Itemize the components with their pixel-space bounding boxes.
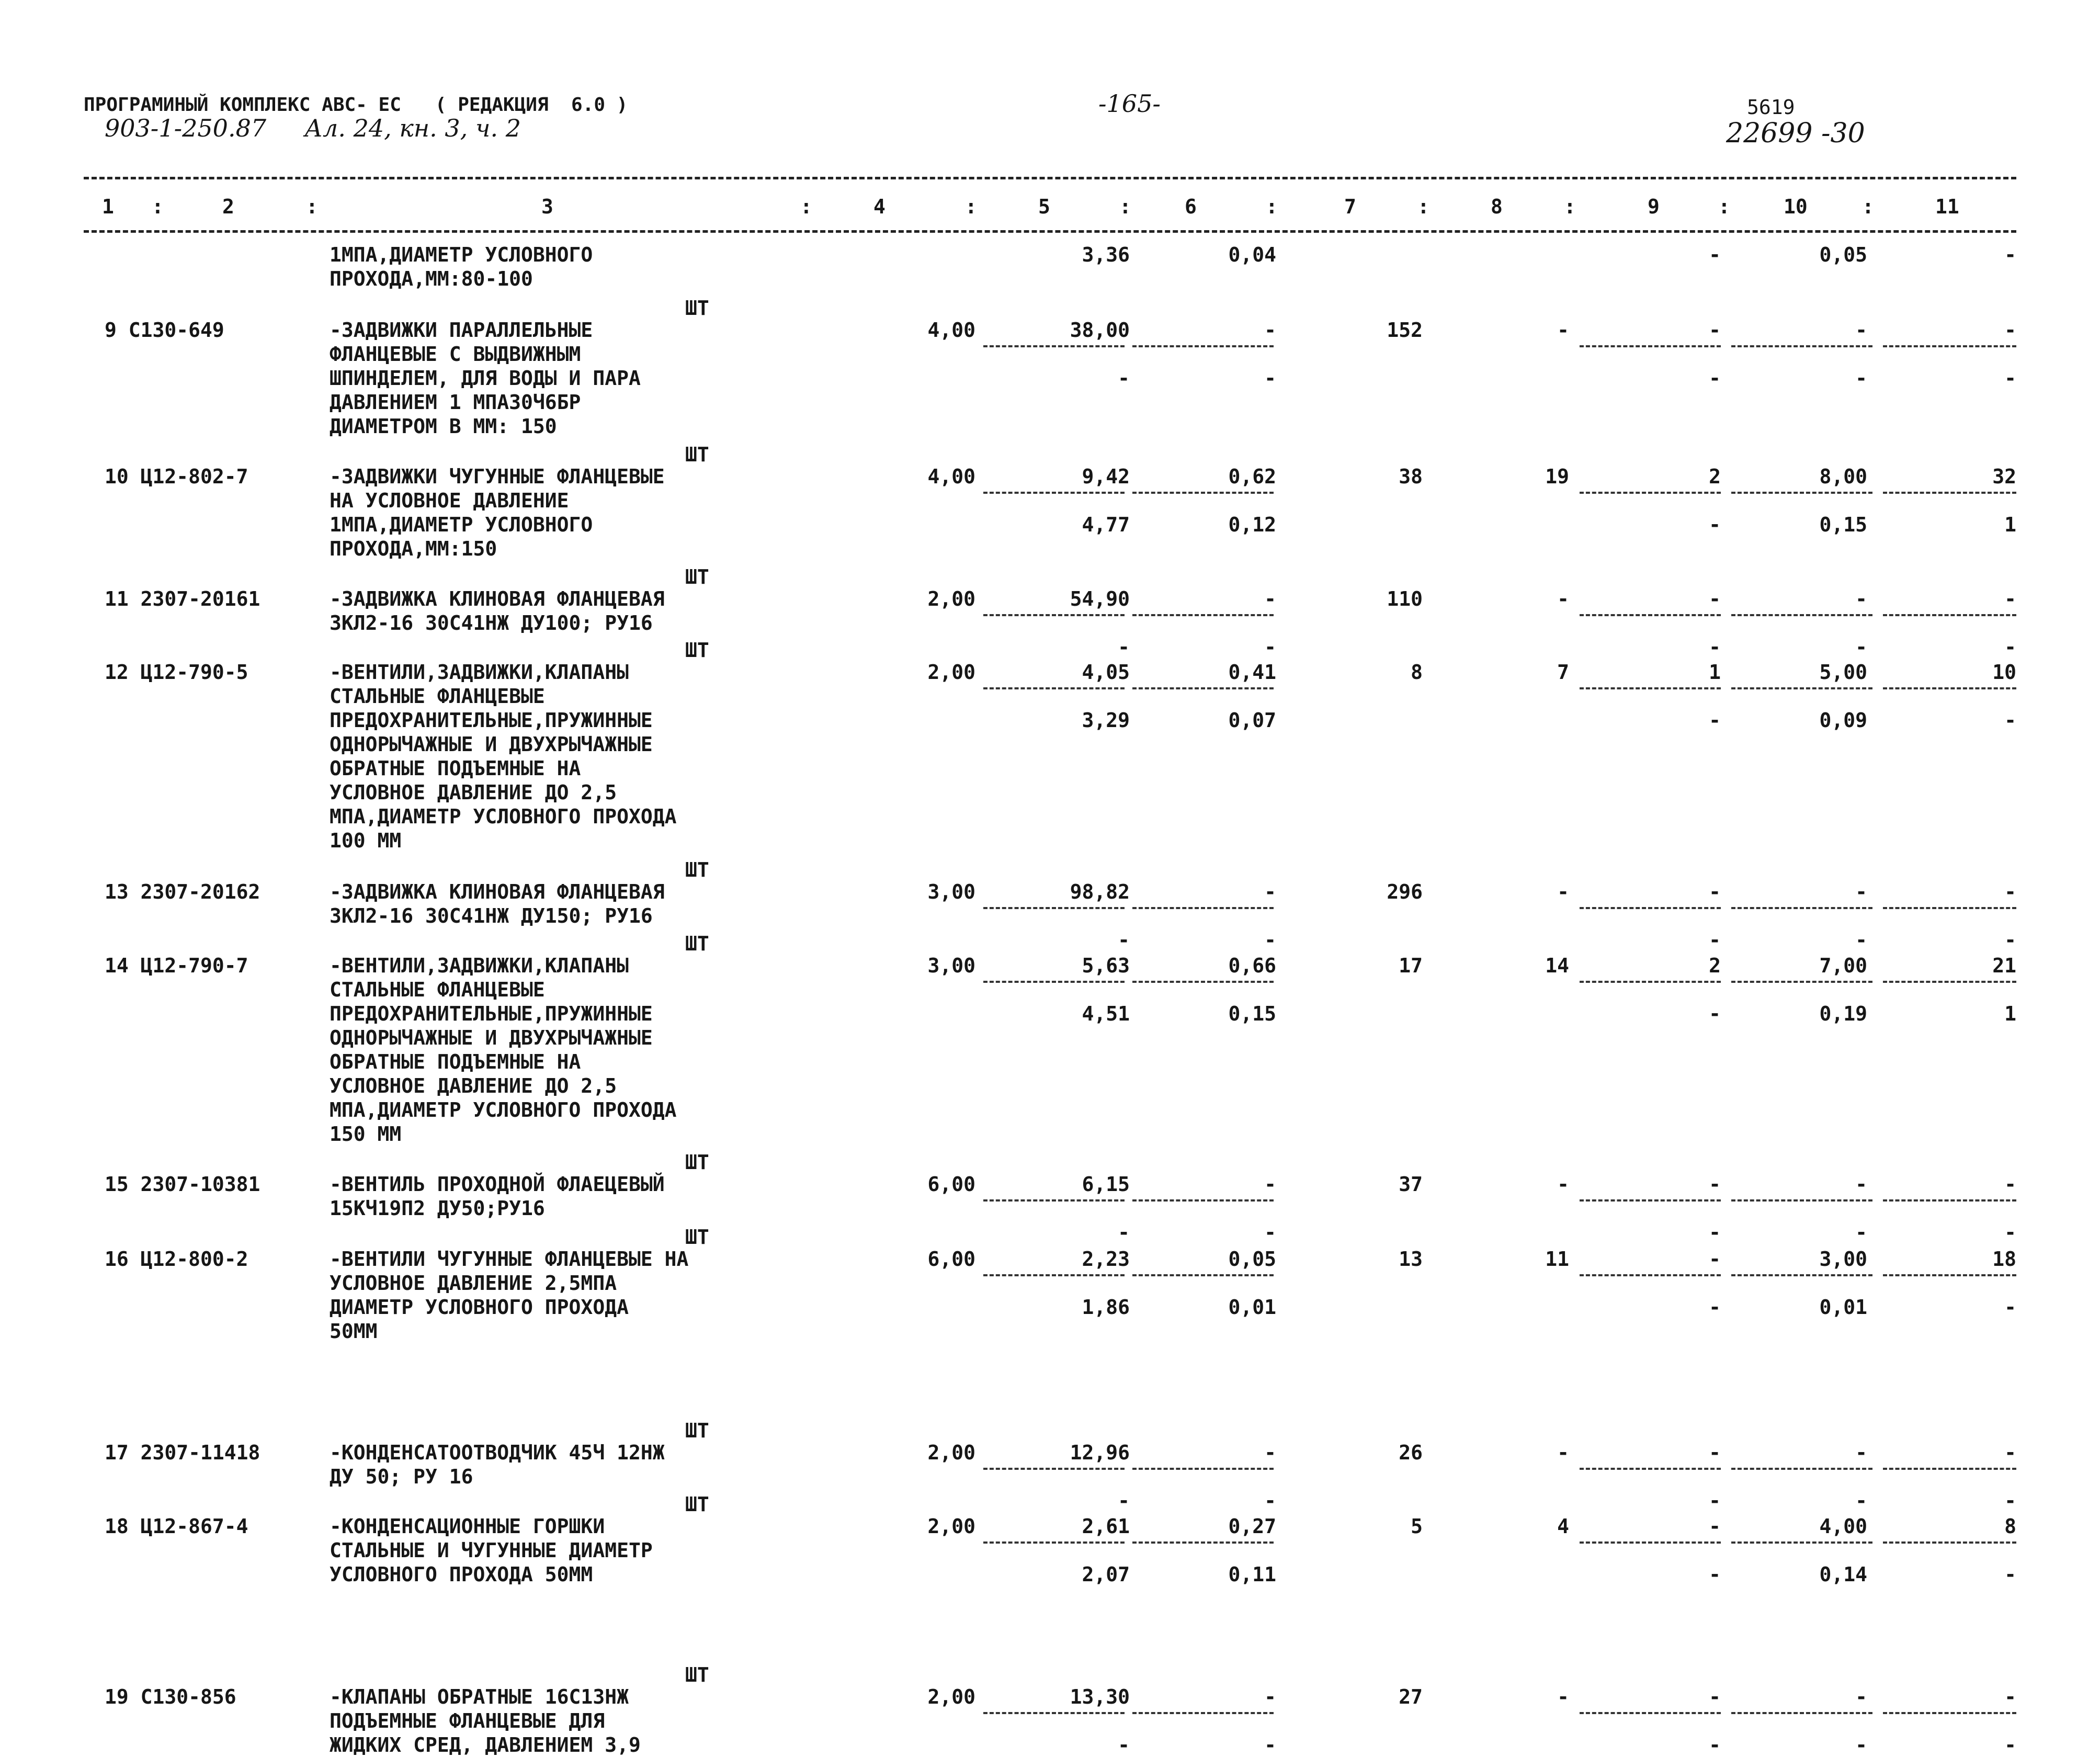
value-separator: [1580, 492, 1721, 494]
col4-quantity: 2,00: [927, 1685, 975, 1708]
col7-value: 38: [1399, 465, 1423, 488]
col4-quantity: 2,00: [927, 1441, 975, 1464]
item-code: 9 С130-649: [105, 319, 224, 342]
col9-value: -: [1709, 1515, 1721, 1538]
value-separator: [1883, 492, 2016, 494]
value-separator: [1731, 687, 1872, 689]
item-description: -КЛАПАНЫ ОБРАТНЫЕ 16С13НЖ ПОДЪЕМНЫЕ ФЛАНЦЕВЫЕ ДЛЯ ЖИДКИХ СРЕД, ДАВЛЕНИЕМ 3,9: [330, 1685, 641, 1756]
column-header: 8: [1491, 195, 1503, 218]
value-separator: [1883, 981, 2016, 983]
item-description: -ЗАДВИЖКИ ПАРАЛЛЕЛЬНЫЕ ФЛАНЦЕВЫЕ С ВЫДВИЖНЫМ ШПИНДЕЛЕМ, ДЛЯ ВОДЫ И ПАРА ДАВЛЕНИЕМ 1 МПА30Ч6БР ДИАМЕТРОМ В ММ: 150: [330, 319, 641, 438]
col6-value: 0,41: [1228, 661, 1276, 684]
col10-value: -: [1855, 636, 1867, 659]
col5-value: -: [1118, 367, 1130, 390]
page-number: -165-: [1098, 89, 1161, 118]
col5-value: 13,30: [1070, 1685, 1130, 1708]
unit-label: ШТ: [685, 297, 709, 320]
value-separator: [1731, 614, 1872, 616]
col9-value: -: [1709, 1248, 1721, 1271]
col7-value: 8: [1411, 661, 1423, 684]
item-description: -ВЕНТИЛИ,ЗАДВИЖКИ,КЛАПАНЫ СТАЛЬНЫЕ ФЛАНЦЕВЫЕ ПРЕДОХРАНИТЕЛЬНЫЕ,ПРУЖИННЫЕ ОДНОРЫЧАЖНЫЕ И ДВУХРЫЧАЖНЫЕ ОБРАТНЫЕ ПОДЪЕМНЫЕ НА УСЛОВНОЕ ДАВЛЕНИЕ ДО 2,5 МПА,ДИАМЕТР УСЛОВНОГО ПРОХОДА 100 ММ: [330, 661, 677, 852]
col9-value: -: [1709, 1221, 1721, 1244]
column-separator: :: [1266, 195, 1278, 218]
col10-value: -: [1855, 587, 1867, 610]
value-separator: [1731, 907, 1872, 909]
column-header: 7: [1344, 195, 1356, 218]
document-reference: 903-1-250.87 Ал. 24, кн. 3, ч. 2: [105, 114, 521, 142]
value-separator: [983, 1541, 1125, 1544]
value-separator: [983, 492, 1125, 494]
col10-value: 0,01: [1819, 1296, 1867, 1319]
col9-value: -: [1709, 1002, 1721, 1025]
header-bottom-rule: [84, 230, 2016, 233]
table-top-rule: [84, 177, 2016, 179]
col10-value: 3,00: [1819, 1248, 1867, 1271]
col5-value: 98,82: [1070, 880, 1130, 903]
item-code: 15 2307-10381: [105, 1173, 260, 1196]
col9-value: -: [1709, 1489, 1721, 1512]
column-separator: :: [1718, 195, 1730, 218]
col8-value: 19: [1545, 465, 1569, 488]
col5-value: -: [1118, 1489, 1130, 1512]
col8-value: -: [1557, 587, 1569, 610]
col11-value: 18: [1992, 1248, 2016, 1271]
value-separator: [1731, 1468, 1872, 1470]
col7-value: 152: [1387, 319, 1423, 342]
col5-value: -: [1118, 1221, 1130, 1244]
item-description: -ВЕНТИЛИ,ЗАДВИЖКИ,КЛАПАНЫ СТАЛЬНЫЕ ФЛАНЦЕВЫЕ ПРЕДОХРАНИТЕЛЬНЫЕ,ПРУЖИННЫЕ ОДНОРЫЧАЖНЫЕ И ДВУХРЫЧАЖНЫЕ ОБРАТНЫЕ ПОДЪЕМНЫЕ НА УСЛОВНОЕ ДАВЛЕНИЕ ДО 2,5 МПА,ДИАМЕТР УСЛОВНОГО ПРОХОДА 150 ММ: [330, 954, 677, 1146]
value-separator: [1580, 1541, 1721, 1544]
col11-value: -: [2004, 1221, 2016, 1244]
sheet-code: 5619: [1747, 96, 1795, 119]
col11-value: -: [2004, 1685, 2016, 1708]
col4-quantity: 3,00: [927, 954, 975, 977]
col7-value: 296: [1387, 880, 1423, 903]
col5-value: 3,36: [1082, 243, 1130, 266]
value-separator: [983, 1468, 1125, 1470]
col9-value: -: [1709, 1563, 1721, 1586]
col9-value: -: [1709, 1441, 1721, 1464]
col7-value: 5: [1411, 1515, 1423, 1538]
col10-value: -: [1855, 1733, 1867, 1756]
value-separator: [1132, 1274, 1274, 1276]
col6-value: 0,07: [1228, 709, 1276, 732]
col9-value: -: [1709, 1733, 1721, 1756]
col9-value: -: [1709, 880, 1721, 903]
col9-value: -: [1709, 513, 1721, 536]
item-description: -КОНДЕНСАЦИОННЫЕ ГОРШКИ СТАЛЬНЫЕ И ЧУГУННЫЕ ДИАМЕТР УСЛОВНОГО ПРОХОДА 50ММ: [330, 1515, 653, 1586]
value-separator: [1883, 1274, 2016, 1276]
value-separator: [1580, 1199, 1721, 1201]
unit-label: ШТ: [685, 1493, 709, 1516]
value-separator: [1580, 687, 1721, 689]
col7-value: 37: [1399, 1173, 1423, 1196]
item-code: 11 2307-20161: [105, 587, 260, 610]
col4-quantity: 2,00: [927, 661, 975, 684]
col10-value: -: [1855, 1685, 1867, 1708]
col10-value: 8,00: [1819, 465, 1867, 488]
col9-value: -: [1709, 928, 1721, 951]
column-header: 11: [1935, 195, 1959, 218]
col9-value: -: [1709, 709, 1721, 732]
col5-value: 2,61: [1082, 1515, 1130, 1538]
unit-label: ШТ: [685, 932, 709, 955]
col5-value: 3,29: [1082, 709, 1130, 732]
col11-value: -: [2004, 1441, 2016, 1464]
col11-value: 21: [1992, 954, 2016, 977]
col8-value: 14: [1545, 954, 1569, 977]
col10-value: -: [1855, 367, 1867, 390]
col9-value: -: [1709, 1173, 1721, 1196]
unit-label: ШТ: [685, 565, 709, 588]
col5-value: 38,00: [1070, 319, 1130, 342]
col7-value: 26: [1399, 1441, 1423, 1464]
col11-value: -: [2004, 367, 2016, 390]
col6-value: -: [1264, 636, 1276, 659]
col9-value: -: [1709, 243, 1721, 266]
value-separator: [1132, 1199, 1274, 1201]
col7-value: 27: [1399, 1685, 1423, 1708]
unit-label: ШТ: [685, 1419, 709, 1442]
value-separator: [1580, 1468, 1721, 1470]
column-separator: :: [1862, 195, 1874, 218]
col6-value: 0,62: [1228, 465, 1276, 488]
col5-value: 2,23: [1082, 1248, 1130, 1271]
col10-value: 7,00: [1819, 954, 1867, 977]
unit-label: ШТ: [685, 639, 709, 662]
col5-value: 12,96: [1070, 1441, 1130, 1464]
col6-value: -: [1264, 928, 1276, 951]
col6-value: 0,27: [1228, 1515, 1276, 1538]
col5-value: 4,51: [1082, 1002, 1130, 1025]
col10-value: 0,15: [1819, 513, 1867, 536]
col6-value: 0,11: [1228, 1563, 1276, 1586]
col4-quantity: 4,00: [927, 319, 975, 342]
col11-value: -: [2004, 243, 2016, 266]
col9-value: -: [1709, 587, 1721, 610]
value-separator: [983, 1199, 1125, 1201]
col9-value: 1: [1709, 661, 1721, 684]
value-separator: [983, 345, 1125, 347]
value-separator: [983, 1712, 1125, 1714]
column-separator: :: [1564, 195, 1576, 218]
col4-quantity: 3,00: [927, 880, 975, 903]
value-separator: [1883, 907, 2016, 909]
col11-value: -: [2004, 319, 2016, 342]
column-header: 1: [102, 195, 114, 218]
item-description: -КОНДЕНСАТООТВОДЧИК 45Ч 12НЖ ДУ 50; РУ 16: [330, 1441, 665, 1488]
col10-value: 0,05: [1819, 243, 1867, 266]
col10-value: -: [1855, 928, 1867, 951]
col7-value: 110: [1387, 587, 1423, 610]
col11-value: -: [2004, 928, 2016, 951]
col6-value: -: [1264, 880, 1276, 903]
column-separator: :: [1417, 195, 1429, 218]
column-separator: :: [306, 195, 318, 218]
item-code: 19 С130-856: [105, 1685, 236, 1708]
column-separator: :: [800, 195, 812, 218]
col5-value: 5,63: [1082, 954, 1130, 977]
col9-value: 2: [1709, 954, 1721, 977]
col10-value: 4,00: [1819, 1515, 1867, 1538]
program-header: ПРОГРАМИНЫЙ КОМПЛЕКС АВС- ЕС ( РЕДАКЦИЯ 6.0 ): [84, 94, 628, 116]
value-separator: [1580, 614, 1721, 616]
col9-value: -: [1709, 319, 1721, 342]
col6-value: -: [1264, 367, 1276, 390]
item-code: 14 Ц12-790-7: [105, 954, 248, 977]
value-separator: [1883, 1199, 2016, 1201]
col6-value: -: [1264, 1221, 1276, 1244]
col4-quantity: 2,00: [927, 1515, 975, 1538]
item-description: -ЗАДВИЖКА КЛИНОВАЯ ФЛАНЦЕВАЯ 3КЛ2-16 30С41НЖ ДУ150; РУ16: [330, 880, 665, 927]
value-separator: [1580, 907, 1721, 909]
col6-value: 0,05: [1228, 1248, 1276, 1271]
col11-value: -: [2004, 1173, 2016, 1196]
value-separator: [1132, 1712, 1274, 1714]
col10-value: 5,00: [1819, 661, 1867, 684]
column-header: 4: [873, 195, 886, 218]
col8-value: -: [1557, 1441, 1569, 1464]
column-separator: :: [1119, 195, 1131, 218]
col5-value: -: [1118, 1733, 1130, 1756]
col6-value: -: [1264, 319, 1276, 342]
col6-value: 0,01: [1228, 1296, 1276, 1319]
col5-value: 2,07: [1082, 1563, 1130, 1586]
value-separator: [1883, 1712, 2016, 1714]
value-separator: [1132, 492, 1274, 494]
col11-value: -: [2004, 587, 2016, 610]
col10-value: -: [1855, 1221, 1867, 1244]
col5-value: 9,42: [1082, 465, 1130, 488]
col6-value: -: [1264, 1173, 1276, 1196]
col11-value: 32: [1992, 465, 2016, 488]
value-separator: [1883, 345, 2016, 347]
col4-quantity: 6,00: [927, 1173, 975, 1196]
col6-value: -: [1264, 1685, 1276, 1708]
value-separator: [1731, 1541, 1872, 1544]
col11-value: 8: [2004, 1515, 2016, 1538]
col6-value: 0,12: [1228, 513, 1276, 536]
col10-value: -: [1855, 1489, 1867, 1512]
col11-value: 1: [2004, 513, 2016, 536]
col10-value: 0,19: [1819, 1002, 1867, 1025]
item-description: -ВЕНТИЛЬ ПРОХОДНОЙ ФЛАЕЦЕВЫЙ 15КЧ19П2 ДУ50;РУ16: [330, 1173, 665, 1220]
unit-label: ШТ: [685, 1663, 709, 1686]
col9-value: -: [1709, 367, 1721, 390]
item-code: 13 2307-20162: [105, 880, 260, 903]
col8-value: -: [1557, 1173, 1569, 1196]
value-separator: [983, 907, 1125, 909]
col9-value: -: [1709, 1685, 1721, 1708]
value-separator: [1731, 1712, 1872, 1714]
unit-label: ШТ: [685, 443, 709, 466]
item-description: -ЗАДВИЖКИ ЧУГУННЫЕ ФЛАНЦЕВЫЕ НА УСЛОВНОЕ ДАВЛЕНИЕ 1МПА,ДИАМЕТР УСЛОВНОГО ПРОХОДА,ММ:150: [330, 465, 665, 560]
value-separator: [1883, 687, 2016, 689]
value-separator: [1731, 492, 1872, 494]
col11-value: -: [2004, 636, 2016, 659]
col6-value: -: [1264, 587, 1276, 610]
col10-value: -: [1855, 1441, 1867, 1464]
col6-value: 0,15: [1228, 1002, 1276, 1025]
column-separator: :: [965, 195, 977, 218]
value-separator: [1580, 981, 1721, 983]
col11-value: -: [2004, 1296, 2016, 1319]
col6-value: -: [1264, 1489, 1276, 1512]
unit-label: ШТ: [685, 1151, 709, 1174]
item-description: -ВЕНТИЛИ ЧУГУННЫЕ ФЛАНЦЕВЫЕ НА УСЛОВНОЕ ДАВЛЕНИЕ 2,5МПА ДИАМЕТР УСЛОВНОГО ПРОХОДА 50ММ: [330, 1248, 689, 1343]
value-separator: [983, 614, 1125, 616]
col11-value: -: [2004, 1489, 2016, 1512]
column-header: 6: [1185, 195, 1197, 218]
col8-value: 7: [1557, 661, 1569, 684]
item-code: 18 Ц12-867-4: [105, 1515, 248, 1538]
column-header: 5: [1038, 195, 1050, 218]
value-separator: [1132, 981, 1274, 983]
item-code: 12 Ц12-790-5: [105, 661, 248, 684]
col11-value: 10: [1992, 661, 2016, 684]
value-separator: [1132, 345, 1274, 347]
col11-value: 1: [2004, 1002, 2016, 1025]
value-separator: [1132, 1468, 1274, 1470]
col8-value: 4: [1557, 1515, 1569, 1538]
col8-value: 11: [1545, 1248, 1569, 1271]
col5-value: 4,77: [1082, 513, 1130, 536]
value-separator: [1731, 981, 1872, 983]
value-separator: [983, 687, 1125, 689]
item-code: 17 2307-11418: [105, 1441, 260, 1464]
col5-value: 54,90: [1070, 587, 1130, 610]
value-separator: [1132, 907, 1274, 909]
col7-value: 17: [1399, 954, 1423, 977]
column-separator: :: [152, 195, 164, 218]
col11-value: -: [2004, 1733, 2016, 1756]
col9-value: 2: [1709, 465, 1721, 488]
value-separator: [1731, 1274, 1872, 1276]
value-separator: [1883, 1468, 2016, 1470]
item-code: 10 Ц12-802-7: [105, 465, 248, 488]
value-separator: [1731, 1199, 1872, 1201]
col11-value: -: [2004, 880, 2016, 903]
col5-value: 1,86: [1082, 1296, 1130, 1319]
unit-label: ШТ: [685, 858, 709, 881]
col7-value: 13: [1399, 1248, 1423, 1271]
item-code: 16 Ц12-800-2: [105, 1248, 248, 1271]
column-header: 2: [222, 195, 234, 218]
col6-value: 0,04: [1228, 243, 1276, 266]
col6-value: -: [1264, 1733, 1276, 1756]
col5-value: 6,15: [1082, 1173, 1130, 1196]
value-separator: [1883, 614, 2016, 616]
column-header: 10: [1784, 195, 1808, 218]
value-separator: [1132, 1541, 1274, 1544]
value-separator: [1132, 687, 1274, 689]
col10-value: -: [1855, 1173, 1867, 1196]
col10-value: 0,09: [1819, 709, 1867, 732]
col4-quantity: 6,00: [927, 1248, 975, 1271]
col5-value: -: [1118, 636, 1130, 659]
col5-value: 4,05: [1082, 661, 1130, 684]
col9-value: -: [1709, 636, 1721, 659]
item-description: 1МПА,ДИАМЕТР УСЛОВНОГО ПРОХОДА,ММ:80-100: [330, 243, 593, 290]
col6-value: 0,66: [1228, 954, 1276, 977]
value-separator: [1580, 345, 1721, 347]
col10-value: -: [1855, 319, 1867, 342]
col10-value: -: [1855, 880, 1867, 903]
col9-value: -: [1709, 1296, 1721, 1319]
col11-value: -: [2004, 1563, 2016, 1586]
col8-value: -: [1557, 880, 1569, 903]
value-separator: [1580, 1712, 1721, 1714]
col11-value: -: [2004, 709, 2016, 732]
col8-value: -: [1557, 319, 1569, 342]
value-separator: [983, 981, 1125, 983]
col8-value: -: [1557, 1685, 1569, 1708]
item-description: -ЗАДВИЖКА КЛИНОВАЯ ФЛАНЦЕВАЯ 3КЛ2-16 30С41НЖ ДУ100; РУ16: [330, 587, 665, 634]
column-header: 9: [1648, 195, 1660, 218]
col4-quantity: 4,00: [927, 465, 975, 488]
col6-value: -: [1264, 1441, 1276, 1464]
column-header: 3: [541, 195, 553, 218]
value-separator: [983, 1274, 1125, 1276]
value-separator: [1883, 1541, 2016, 1544]
col4-quantity: 2,00: [927, 587, 975, 610]
value-separator: [1580, 1274, 1721, 1276]
value-separator: [1731, 345, 1872, 347]
col5-value: -: [1118, 928, 1130, 951]
col10-value: 0,14: [1819, 1563, 1867, 1586]
value-separator: [1132, 614, 1274, 616]
document-number: 22699 -30: [1726, 118, 1865, 149]
unit-label: ШТ: [685, 1226, 709, 1249]
